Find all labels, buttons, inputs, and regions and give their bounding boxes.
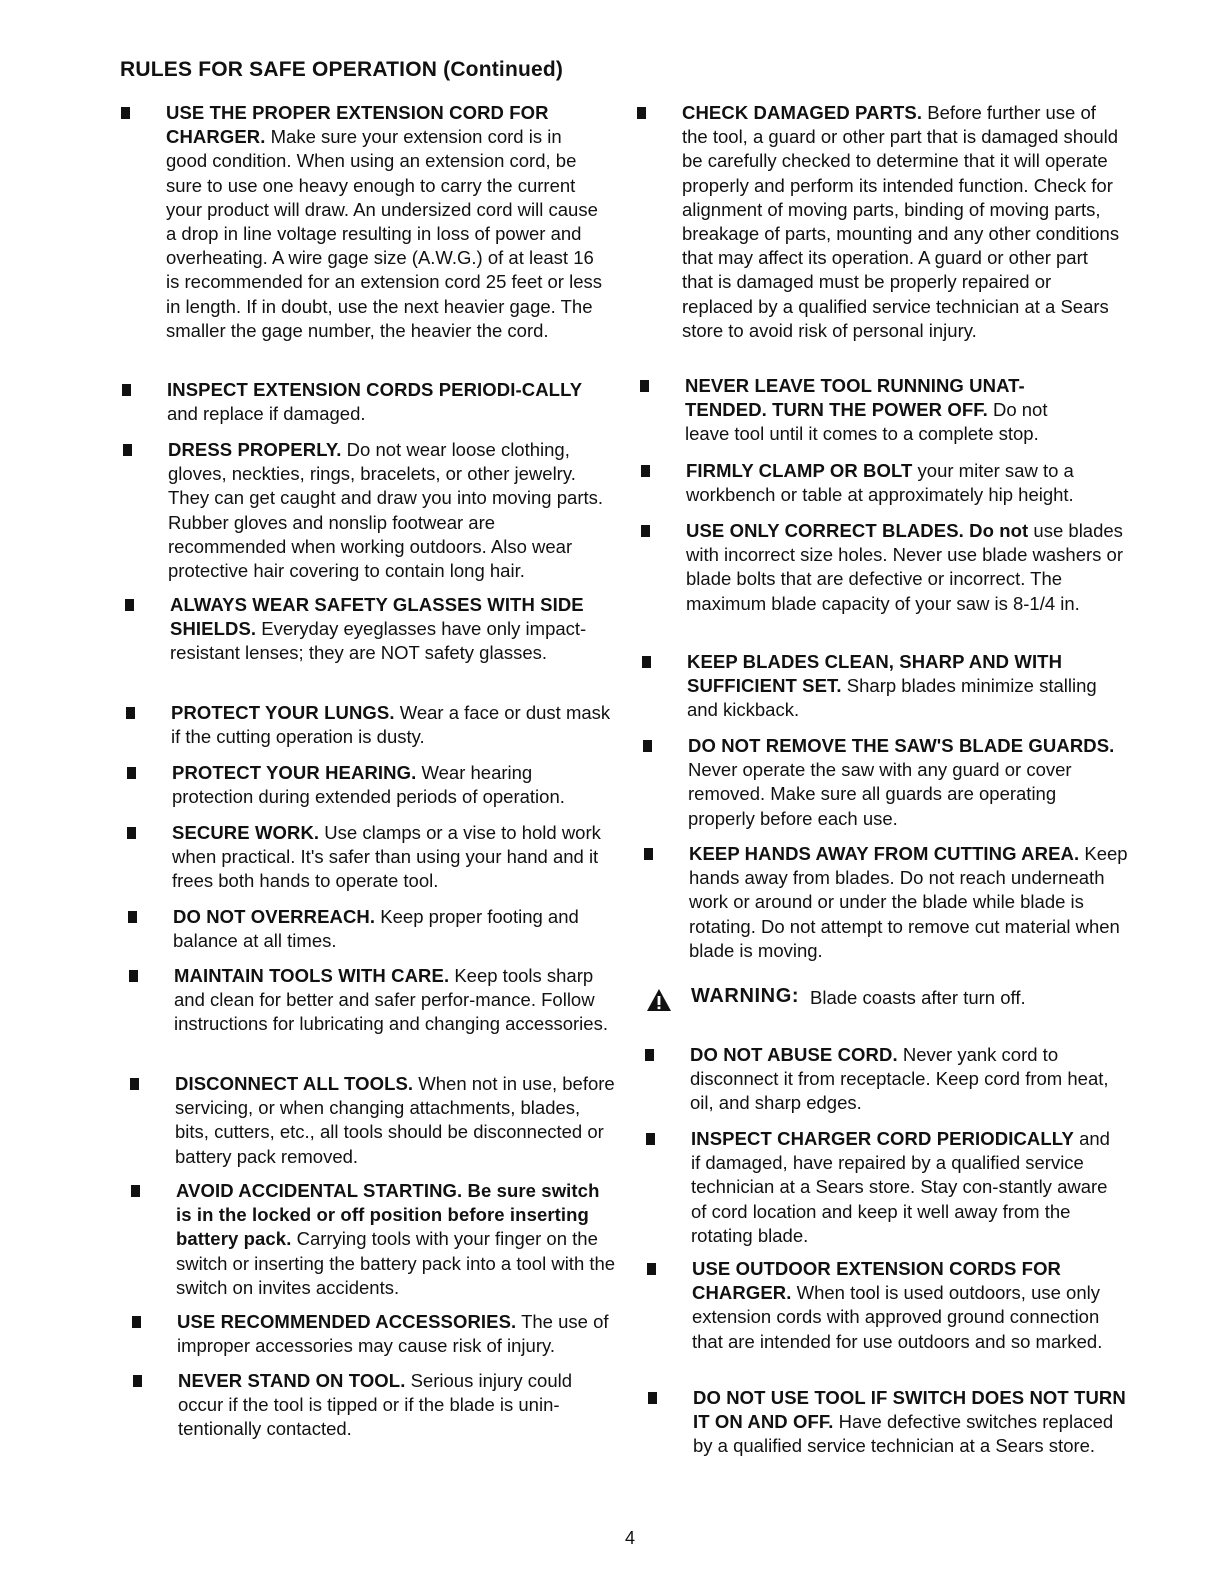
rule-heading: NEVER STAND ON TOOL. <box>178 1370 406 1391</box>
bullet-icon <box>647 1263 656 1275</box>
rule-text: The use of improper accessories may cause risk of injury. <box>177 1311 609 1357</box>
page-number: 4 <box>624 1528 635 1548</box>
rule-text: use blades with incorrect size holes. Never use blade washers or blade bolts that are defective or incorrect. The maximum blade capacity of your saw is 8-1/4 in. <box>686 520 1123 614</box>
rule-heading: MAINTAIN TOOLS WITH CARE. <box>174 965 450 986</box>
rule-heading: KEEP BLADES CLEAN, SHARP AND WITH SUFFICIENT SET. <box>687 651 1063 697</box>
warning-text: Blade coasts after turn off. <box>810 987 1026 1008</box>
rule-text: Wear hearing protection during extended periods of operation. <box>172 762 565 808</box>
rule-heading: PROTECT YOUR HEARING. <box>172 762 417 783</box>
rule-keep-hands-away <box>689 842 1134 963</box>
rule-text: Never yank cord to disconnect it from receptacle. Keep cord from heat, oil, and sharp edges. <box>690 1044 1109 1114</box>
rule-text: Sharp blades minimize stalling and kickback. <box>687 675 1097 721</box>
bullet-icon <box>642 656 651 668</box>
rule-text: Everyday eyeglasses have only impact-resistant lenses; they are NOT safety glasses. <box>170 618 587 664</box>
rule-text: Serious injury could occur if the tool is tipped or if the blade is unin-tentionally contacted. <box>178 1370 573 1440</box>
rule-text: Before further use of the tool, a guard or other part that is damaged should be carefully checked to determine that it will operate properly and perform its intended function. Check for alignment of moving parts, binding of moving parts, breakage of parts, mounting and any other conditions that may affect its operation. A guard or other part that is damaged must be properly repaired or replaced by a qualified service technician at a Sears store to avoid risk of personal injury. <box>682 102 1120 341</box>
bullet-icon <box>643 740 652 752</box>
page-title: RULES FOR SAFE OPERATION (Continued) <box>120 58 564 81</box>
rule-heading: DO NOT ABUSE CORD. <box>690 1044 898 1065</box>
bullet-icon <box>641 525 650 537</box>
bullet-icon <box>640 380 649 392</box>
rule-heading: CHECK DAMAGED PARTS. <box>682 102 923 123</box>
rule-text: Keep tools sharp and clean for better and safer perfor-mance. Follow instructions for lubricating and changing accessories. <box>174 965 608 1035</box>
rule-text: Do not wear loose clothing, gloves, neckties, rings, bracelets, or other jewelry. They can get caught and draw you into moving parts. Rubber gloves and nonslip footwear are recommended when working outdoors. Also wear protective hair covering to contain long hair. <box>168 439 604 582</box>
rule-text: Have defective switches replaced by a qualified service technician at a Sears store. <box>693 1411 1114 1457</box>
rule-text: and if damaged, have repaired by a qualified service technician at a Sears store. Stay con-stantly aware of cord location and keep it well away from the rotating blade. <box>691 1128 1110 1246</box>
rule-heading: INSPECT CHARGER CORD PERIODICALLY <box>691 1128 1074 1149</box>
rule-text: Do not leave tool until it comes to a complete stop. <box>685 399 1048 445</box>
rule-keep-blades-clean <box>687 650 1112 723</box>
rule-never-leave-tool-running <box>685 374 1085 447</box>
rule-text: Never operate the saw with any guard or cover removed. Make sure all guards are operating properly before each use. <box>688 759 1072 829</box>
rule-outdoor-extension-cords <box>692 1257 1112 1354</box>
warning-label: WARNING: <box>691 985 800 1007</box>
rule-text: Use clamps or a vise to hold work when practical. It's safer than using your hand and it frees both hands to operate tool. <box>172 822 601 892</box>
rule-text: Make sure your extension cord is in good condition. When using an extension cord, be sure to use one heavy enough to carry the current your product will draw. An undersized cord will cause a drop in line voltage resulting in loss of power and overheating. A wire gage size (A.W.G.) of at least 16 is recommended for an extension cord 25 feet or less in length. If in doubt, use the next heavier gage. The smaller the gage number, the heavier the cord. <box>166 126 603 341</box>
bullet-icon <box>648 1392 657 1404</box>
rule-heading: DRESS PROPERLY. <box>168 439 342 460</box>
rule-heading: AVOID ACCIDENTAL STARTING. Be sure switch is in the locked or off position before inserting battery pack. <box>176 1180 600 1250</box>
rule-heading: DO NOT USE TOOL IF SWITCH DOES NOT TURN IT ON AND OFF. <box>693 1387 1126 1433</box>
rule-heading: USE RECOMMENDED ACCESSORIES. <box>177 1311 517 1332</box>
warning-triangle-icon <box>646 988 672 1012</box>
rule-text: When tool is used outdoors, use only extension cords with approved ground connection that are intended for use outdoors and so marked. <box>692 1282 1103 1352</box>
rule-switch-on-off <box>693 1386 1133 1459</box>
rule-do-not-remove-guards <box>688 734 1128 831</box>
rule-heading: DO NOT REMOVE THE SAW'S BLADE GUARDS. <box>688 735 1115 756</box>
rule-text: When not in use, before servicing, or when changing attachments, blades, bits, cutters, etc., all tools should be disconnected or battery pack removed. <box>175 1073 615 1167</box>
rule-heading: FIRMLY CLAMP OR BOLT <box>686 460 913 481</box>
rule-heading: ALWAYS WEAR SAFETY GLASSES WITH SIDE SHIELDS. <box>170 594 584 640</box>
rule-text: Keep proper footing and balance at all times. <box>173 906 579 952</box>
rule-correct-blades <box>686 519 1126 616</box>
rule-heading: USE ONLY CORRECT BLADES. Do not <box>686 520 1029 541</box>
bullet-icon <box>637 107 646 119</box>
rule-check-damaged-parts <box>682 101 1122 343</box>
rule-heading: USE THE PROPER EXTENSION CORD FOR CHARGER. <box>166 102 549 148</box>
bullet-icon <box>646 1133 655 1145</box>
rule-text: your miter saw to a workbench or table at approximately hip height. <box>686 460 1074 506</box>
rule-do-not-abuse-cord <box>690 1043 1110 1116</box>
rule-inspect-charger-cord <box>691 1127 1121 1248</box>
rule-text: Keep hands away from blades. Do not reach underneath work or around or under the blade while blade is rotating. Do not attempt to remove cut material when blade is moving. <box>689 843 1128 961</box>
rule-firmly-clamp <box>686 459 1126 507</box>
bullet-icon <box>641 465 650 477</box>
rule-text: and replace if damaged. <box>167 403 366 425</box>
bullet-icon <box>645 1049 654 1061</box>
rule-heading: KEEP HANDS AWAY FROM CUTTING AREA. <box>689 843 1080 864</box>
rule-heading: SECURE WORK. <box>172 822 320 843</box>
rule-text: Wear a face or dust mask if the cutting operation is dusty. <box>171 702 611 748</box>
rule-heading: DISCONNECT ALL TOOLS. <box>175 1073 414 1094</box>
rule-text: Carrying tools with your finger on the switch or inserting the battery pack into a tool with the switch on invites accidents. <box>176 1228 616 1298</box>
rule-heading: PROTECT YOUR LUNGS. <box>171 702 395 723</box>
rule-heading: USE OUTDOOR EXTENSION CORDS FOR CHARGER. <box>692 1258 1062 1304</box>
rule-heading: NEVER LEAVE TOOL RUNNING UNAT-TENDED. TURN THE POWER OFF. <box>685 375 1025 421</box>
rule-heading: DO NOT OVERREACH. <box>173 906 376 927</box>
bullet-icon <box>644 848 653 860</box>
rule-heading: INSPECT EXTENSION CORDS PERIODI-CALLY <box>167 379 583 400</box>
